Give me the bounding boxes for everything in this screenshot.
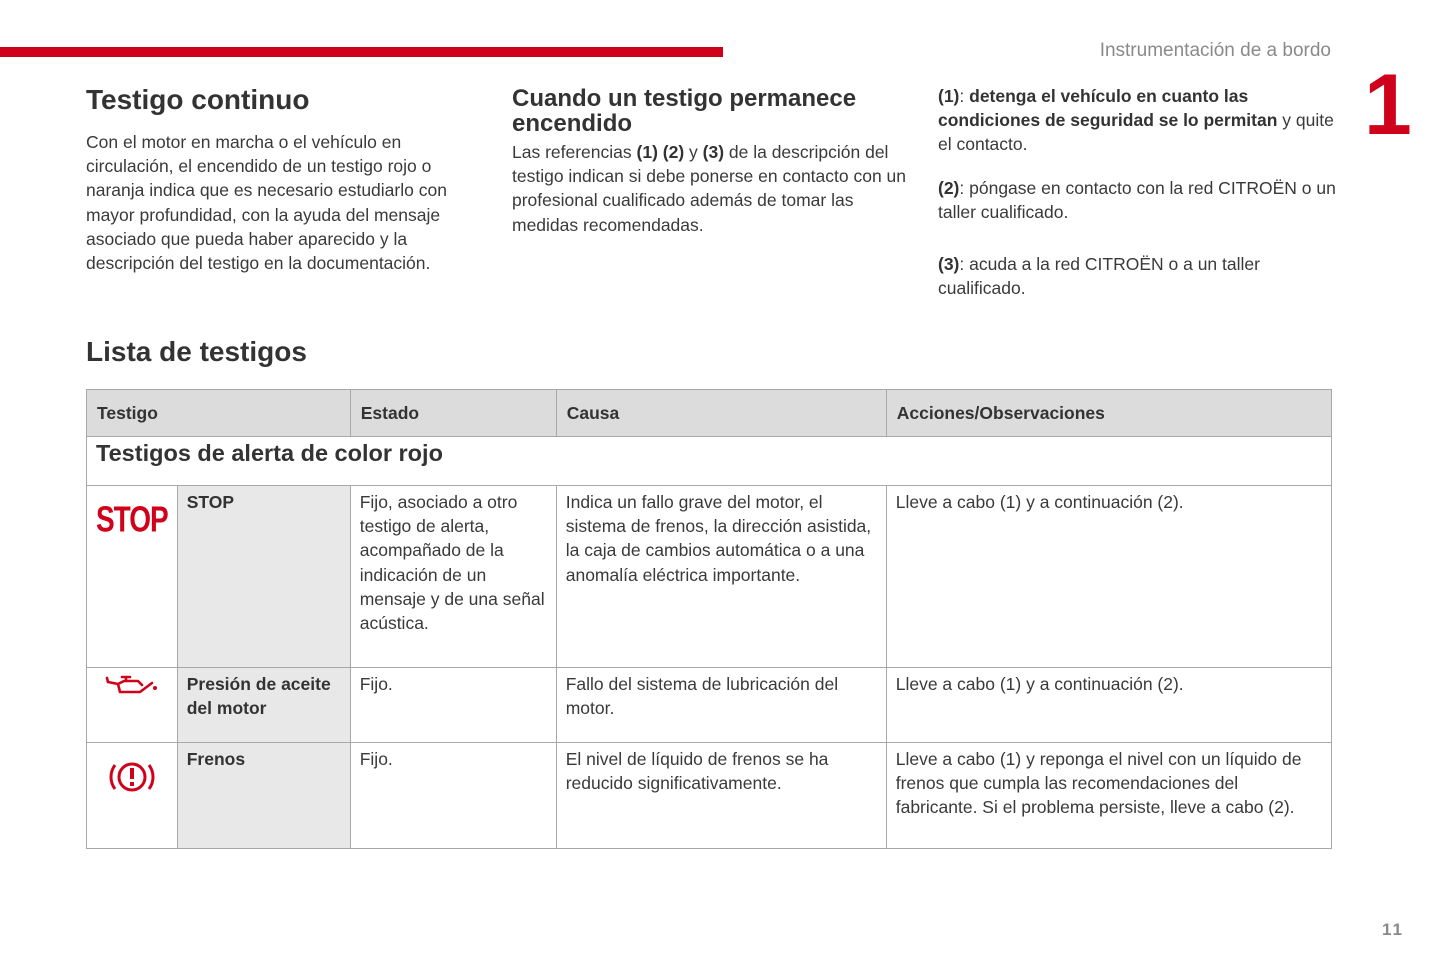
note-2: (2): póngase en contacto con la red CITROËN o un taller cualificado.: [938, 177, 1336, 222]
table-row: [87, 668, 1332, 743]
warning-action: Lleve a cabo (1) y a continuación (2).: [886, 486, 1331, 668]
warning-cause: El nivel de líquido de frenos se ha reducido significativamente.: [556, 743, 886, 849]
warning-name: Presión de aceite del motor: [177, 668, 350, 743]
warning-action: Lleve a cabo (1) y reponga el nivel con un líquido de frenos que cumpla las recomendaciones del fabricante. Si el problema persiste, lleve a cabo (2).: [886, 743, 1331, 849]
warning-cause: Fallo del sistema de lubricación del motor.: [556, 668, 886, 743]
remains-on-title: Cuando un testigo permanece encendido: [512, 85, 857, 137]
warning-cause: Indica un fallo grave del motor, el sistema de frenos, la dirección asistida, la caja de cambios automática o a una anomalía eléctrica importante.: [556, 486, 886, 668]
continuous-title: Testigo continuo: [86, 84, 310, 115]
remains-on-text: Las referencias (1) (2) y (3) de la descripción del testigo indican si debe ponerse en contacto con un profesional cualificado además de tomar las medidas recomendadas.: [512, 142, 907, 235]
warning-state: Fijo.: [350, 743, 556, 849]
chapter-number: 1: [1364, 57, 1412, 153]
table-row: [87, 486, 1332, 668]
column-header-estado: Estado: [350, 390, 556, 437]
warning-state: Fijo.: [350, 668, 556, 743]
warning-name: Frenos: [177, 743, 350, 849]
column-header-causa: Causa: [556, 390, 886, 437]
column-header-testigo: Testigo: [87, 390, 351, 437]
list-title: Lista de testigos: [86, 336, 307, 367]
section-row: [87, 437, 1332, 486]
reference-notes: [938, 84, 1338, 300]
note-1: (1): detenga el vehículo en cuanto las condiciones de seguridad se lo permitan y quite el contacto.: [938, 86, 1334, 155]
page-number: 11: [1382, 920, 1404, 939]
stop-icon: STOP: [87, 486, 178, 668]
brake-warning-icon: [87, 743, 178, 849]
warning-name: STOP: [177, 486, 350, 668]
warning-lights-table: [86, 389, 1332, 849]
warning-action: Lleve a cabo (1) y a continuación (2).: [886, 668, 1331, 743]
section-title: Testigos de alerta de color rojo: [87, 437, 1332, 486]
continuous-text: Con el motor en marcha o el vehículo en circulación, el encendido de un testigo rojo o naranja indica que es necesario estudiarlo con mayor profundidad, con la ayuda del mensaje asociado que pueda haber aparecido y la descripción del testigo en la documentación.: [86, 132, 447, 274]
running-head: Instrumentación de a bordo: [1099, 40, 1331, 61]
table-header-row: [87, 390, 1332, 437]
warning-state: Fijo, asociado a otro testigo de alerta, acompañado de la indicación de un mensaje y de una señal acústica.: [350, 486, 556, 668]
table-row: [87, 743, 1332, 849]
column-header-acciones: Acciones/Observaciones: [886, 390, 1331, 437]
header-accent-bar: [0, 47, 723, 57]
note-3: (3): acuda a la red CITROËN o a un taller cualificado.: [938, 254, 1260, 299]
oil-can-icon: [87, 668, 178, 743]
